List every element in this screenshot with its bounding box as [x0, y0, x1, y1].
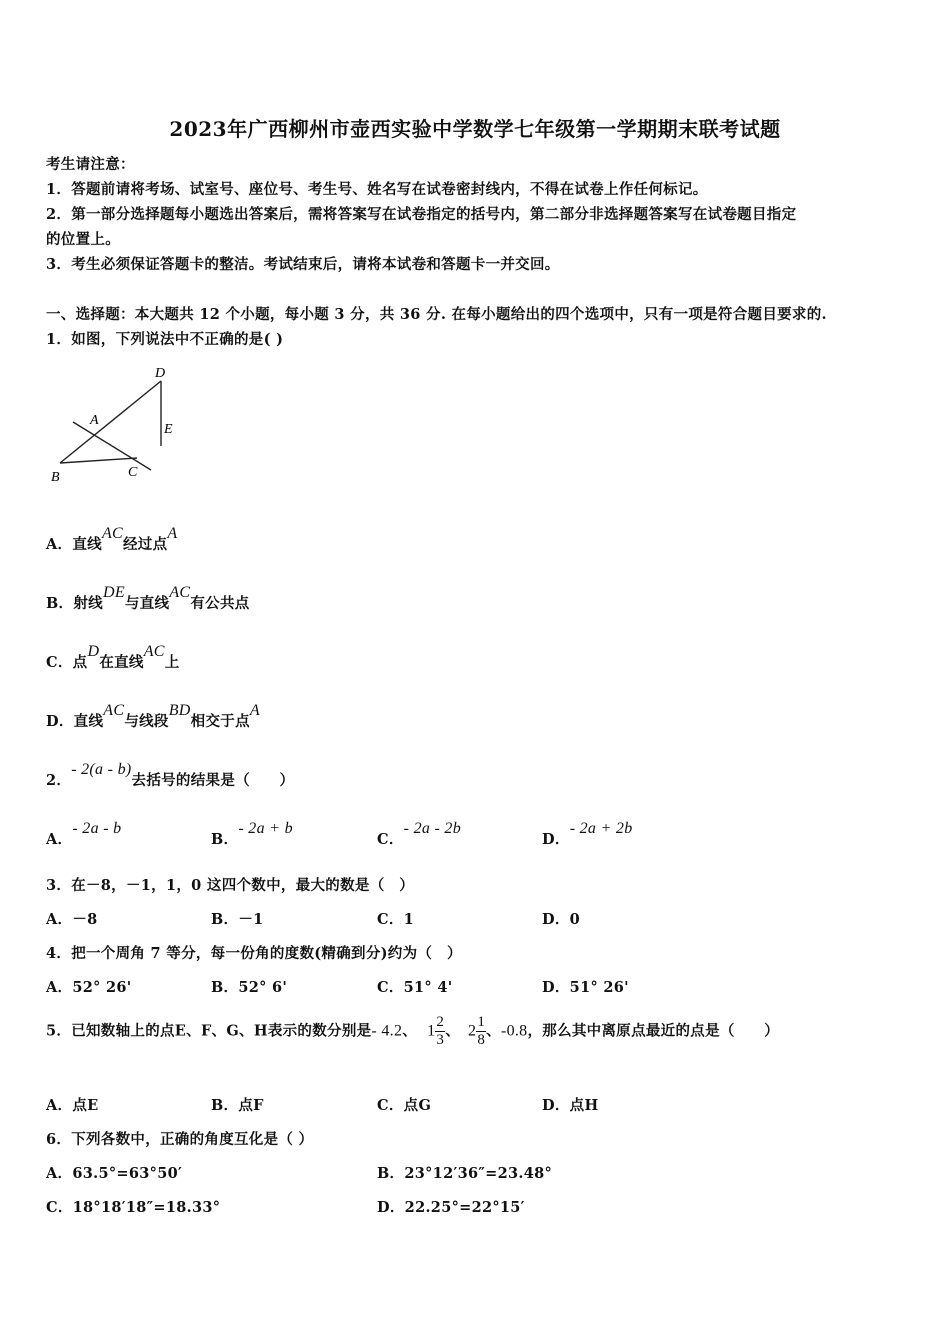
- q6-option-b: B．23°12′36″=23.48°: [377, 1165, 553, 1182]
- q3-stem: 3．在－8，－1，1，0 这四个数中，最大的数是（ ）: [46, 877, 415, 894]
- q1-option-c: C．点D在直线AC上: [46, 643, 180, 671]
- q1-geometry-figure: [45, 360, 195, 490]
- q2-stem: 2．- 2(a - b)去括号的结果是（ ）: [46, 761, 295, 789]
- q6-stem: 6．下列各数中，正确的角度互化是（ ）: [46, 1131, 314, 1148]
- q4-option-b: B．52° 6': [211, 979, 288, 996]
- q3-option-b: B．－1: [211, 911, 264, 928]
- q2-option-d: D．- 2a + 2b: [542, 820, 633, 848]
- q3-option-a: A．－8: [46, 911, 98, 928]
- q6-option-c: C．18°18′18″=18.33°: [46, 1199, 221, 1216]
- exam-title: 2023年广西柳州市壶西实验中学数学七年级第一学期期末联考试题: [169, 117, 781, 141]
- label-C: C: [128, 465, 138, 480]
- q4-option-d: D．51° 26': [542, 979, 629, 996]
- q1-option-b: B．射线DE与直线AC有公共点: [46, 584, 250, 612]
- q2-option-a: A．- 2a - b: [46, 820, 122, 848]
- q6-option-a: A．63.5°=63°50′: [46, 1165, 183, 1182]
- fraction-2-3: $\frac{2}{3}$: [436, 1014, 445, 1048]
- section-1-heading: 一、选择题：本大题共 12 个小题，每小题 3 分，共 36 分. 在每小题给出的四个选项中，只有一项是符合题目要求的.: [46, 306, 827, 323]
- q1-option-a: A．直线AC经过点A: [46, 525, 178, 553]
- q6-option-d: D．22.25°=22°15′: [377, 1199, 525, 1216]
- q5-option-a: A．点E: [46, 1097, 99, 1114]
- q4-option-a: A．52° 26': [46, 979, 132, 996]
- notice-line-2-cont: 的位置上。: [46, 231, 120, 248]
- q1-stem: 1．如图，下列说法中不正确的是( ): [46, 331, 284, 348]
- q1-option-d: D．直线AC与线段BD相交于点A: [46, 702, 260, 730]
- q5-stem: 5．已知数轴上的点E、F、G、H表示的数分别是- 4.2、 1 $\frac{2}{3}$ 、 2 $\frac{1}{8}$ 、-0.8，那么其中离原点最近的点是（ ）: [46, 1014, 780, 1048]
- q5-option-d: D．点H: [542, 1097, 599, 1114]
- q4-stem: 4．把一个周角 7 等分，每一份角的度数(精确到分)约为（ ）: [46, 945, 462, 962]
- q4-option-c: C．51° 4': [377, 979, 453, 996]
- label-B: B: [51, 470, 60, 485]
- notice-line-2: 2．第一部分选择题每小题选出答案后，需将答案写在试卷指定的括号内，第二部分非选择题答案写在试卷题目指定: [46, 206, 797, 223]
- q3-option-d: D．0: [542, 911, 581, 928]
- label-E: E: [164, 422, 173, 437]
- label-A: A: [90, 413, 99, 428]
- line-AC: [73, 422, 151, 470]
- notice-line-1: 1．答题前请将考场、试室号、座位号、考生号、姓名写在试卷密封线内，不得在试卷上作任何标记。: [46, 181, 708, 198]
- notice-line-3: 3．考生必须保证答题卡的整洁。考试结束后，请将本试卷和答题卡一并交回。: [46, 256, 560, 273]
- notice-heading: 考生请注意：: [46, 156, 135, 173]
- line-DB: [60, 381, 161, 463]
- q5-option-b: B．点F: [211, 1097, 264, 1114]
- q5-option-c: C．点G: [377, 1097, 432, 1114]
- label-D: D: [155, 366, 166, 381]
- fraction-1-8: $\frac{1}{8}$: [477, 1014, 486, 1048]
- q3-option-c: C．1: [377, 911, 415, 928]
- q2-option-c: C．- 2a - 2b: [377, 820, 461, 848]
- q2-option-b: B．- 2a + b: [211, 820, 293, 848]
- segment-BC: [60, 458, 137, 463]
